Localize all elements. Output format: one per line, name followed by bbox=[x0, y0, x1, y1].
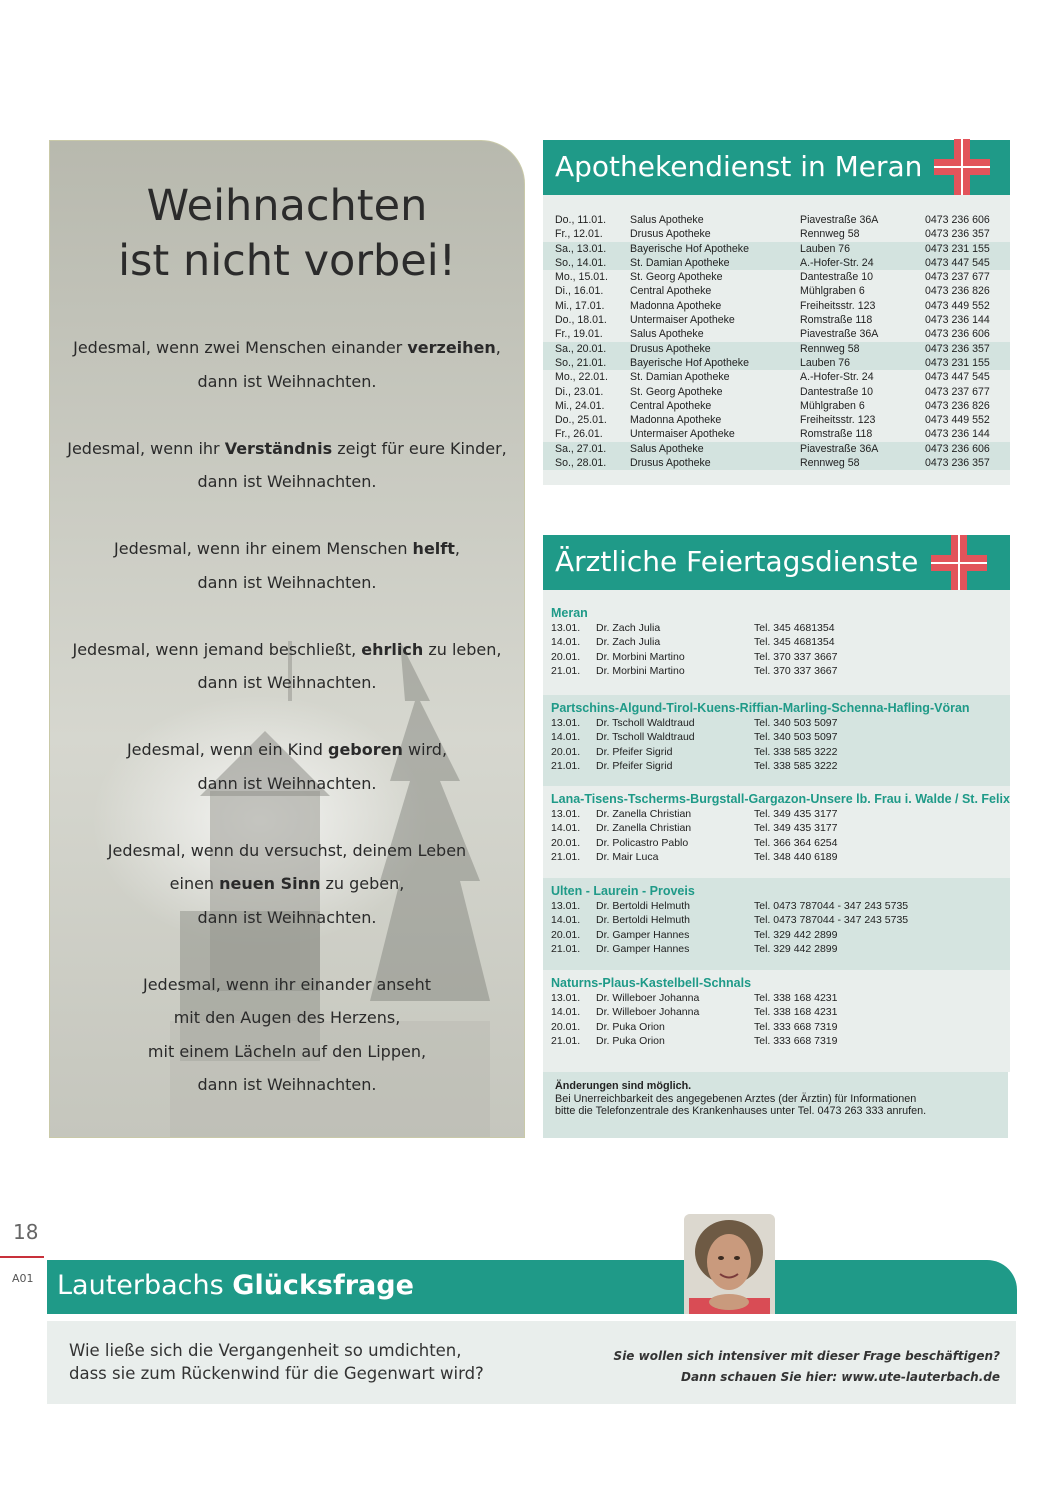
doctor-row bbox=[551, 928, 908, 942]
pharmacy-phone: 0473 236 826 bbox=[925, 399, 990, 412]
doctor-phone: Tel. 338 168 4231 bbox=[754, 1006, 838, 1019]
doctor-area-section bbox=[543, 695, 1010, 786]
doctor-date: 14.01. bbox=[551, 1006, 581, 1019]
doctor-area-section bbox=[543, 786, 1010, 878]
pharmacy-date: So., 21.01. bbox=[543, 356, 630, 370]
pharmacy-phone: 0473 236 357 bbox=[925, 228, 990, 241]
pharmacy-row bbox=[543, 313, 1010, 327]
pharmacy-phone: 0473 231 155 bbox=[925, 356, 1010, 370]
doctor-table bbox=[551, 716, 838, 773]
stanza-3 bbox=[50, 532, 524, 599]
doctor-phone: Tel. 345 4681354 bbox=[754, 636, 835, 649]
doctor-name: Dr. Zach Julia bbox=[596, 622, 661, 634]
poem-panel bbox=[49, 140, 525, 1138]
doctor-area-section bbox=[543, 590, 1010, 695]
pharmacy-name: St. Damian Apotheke bbox=[630, 371, 730, 384]
pharmacy-phone: 0473 447 545 bbox=[925, 256, 1010, 270]
stanza-line: Jedesmal, wenn du versuchst, deinem Leben bbox=[107, 840, 467, 860]
pharmacy-date: So., 14.01. bbox=[543, 256, 630, 270]
pharmacy-phone: 0473 236 606 bbox=[925, 328, 990, 341]
doctor-phone: Tel. 349 435 3177 bbox=[754, 808, 838, 820]
doctor-row bbox=[551, 759, 838, 773]
doctor-date: 14.01. bbox=[551, 636, 581, 649]
pharmacy-row bbox=[543, 399, 1010, 413]
pharmacy-name: Untermaiser Apotheke bbox=[630, 314, 735, 327]
doctor-name: Dr. Pfeifer Sigrid bbox=[596, 759, 673, 772]
medical-cross-icon bbox=[934, 139, 990, 195]
pharmacy-table bbox=[543, 213, 1010, 470]
pharmacy-address: Piavestraße 36A bbox=[800, 328, 879, 341]
doctors-header bbox=[543, 535, 1010, 590]
pharmacy-date: Fr., 26.01. bbox=[555, 428, 603, 441]
page-marker-line bbox=[0, 1256, 44, 1258]
doctor-date: 14.01. bbox=[551, 822, 581, 835]
doctor-row bbox=[551, 716, 838, 730]
doctor-date: 21.01. bbox=[551, 759, 581, 772]
gluecksfrage-body bbox=[47, 1321, 1016, 1404]
doctor-date: 14.01. bbox=[551, 731, 581, 744]
doctor-row bbox=[551, 664, 838, 678]
pharmacy-phone: 0473 236 144 bbox=[925, 314, 990, 327]
gluecksfrage-more-info: Sie wollen sich intensiver mit dieser Frage beschäftigen? Dann schauen Sie hier: www.ute-lauterbach.de bbox=[614, 1346, 1000, 1388]
stanza-line: einen neuen Sinn zu geben, bbox=[169, 874, 405, 893]
pharmacy-date: Sa., 27.01. bbox=[543, 442, 630, 456]
doctor-name: Dr. Pfeifer Sigrid bbox=[596, 745, 673, 758]
doctor-phone: Tel. 333 668 7319 bbox=[754, 1034, 838, 1047]
pharmacy-name: Madonna Apotheke bbox=[630, 299, 722, 312]
doctor-area-section bbox=[543, 970, 1010, 1072]
pharmacy-address: Rennweg 58 bbox=[800, 456, 925, 470]
doctor-name: Dr. Bertoldi Helmuth bbox=[596, 900, 690, 912]
pharmacy-row bbox=[543, 299, 1010, 313]
pharmacy-phone: 0473 236 357 bbox=[925, 456, 1010, 470]
doctors-note bbox=[543, 1072, 1008, 1138]
pharmacy-address: Lauben 76 bbox=[800, 356, 925, 370]
stanza-4 bbox=[50, 633, 524, 700]
pharmacy-phone: 0473 447 545 bbox=[925, 371, 990, 384]
pharmacy-name: Untermaiser Apotheke bbox=[630, 428, 735, 441]
stanza-line: Jedesmal, wenn ihr einander anseht bbox=[142, 974, 432, 994]
medical-cross-icon bbox=[931, 535, 987, 591]
doctor-row bbox=[551, 850, 838, 864]
stanza-line: Jedesmal, wenn ihr Verständnis zeigt für eure Kinder, bbox=[67, 438, 507, 458]
pharmacy-row bbox=[543, 342, 1010, 356]
stanza-1 bbox=[50, 331, 524, 398]
pharmacy-date: Do., 11.01. bbox=[555, 214, 607, 226]
stanza-line: Jedesmal, wenn ihr einem Menschen helft, bbox=[114, 539, 460, 558]
doctor-area-section bbox=[543, 878, 1010, 970]
doctor-name: Dr. Willeboer Johanna bbox=[596, 1006, 700, 1019]
pharmacy-name: Drusus Apotheke bbox=[630, 228, 711, 241]
doctor-name: Dr. Policastro Pablo bbox=[596, 836, 689, 849]
pharmacy-row bbox=[543, 442, 1010, 456]
doctor-name: Dr. Puka Orion bbox=[596, 1034, 665, 1047]
doctor-phone: Tel. 366 364 6254 bbox=[754, 836, 838, 849]
pharmacy-name: Madonna Apotheke bbox=[630, 414, 722, 427]
author-portrait-image bbox=[684, 1214, 775, 1314]
pharmacy-address: Dantestraße 10 bbox=[800, 271, 874, 284]
doctor-name: Dr. Tscholl Waldtraud bbox=[596, 717, 695, 729]
pharmacy-address: Rennweg 58 bbox=[800, 228, 860, 241]
poem-title bbox=[50, 179, 524, 289]
pharmacy-row bbox=[543, 284, 1010, 298]
doctor-phone: Tel. 0473 787044 - 347 243 5735 bbox=[754, 914, 909, 927]
stanza-line: dann ist Weihnachten. bbox=[197, 1075, 377, 1094]
doctor-phone: Tel. 345 4681354 bbox=[754, 622, 835, 634]
pharmacy-row bbox=[543, 242, 1010, 256]
doctor-date: 20.01. bbox=[551, 650, 581, 663]
doctor-date: 20.01. bbox=[551, 1020, 581, 1033]
pharmacy-address: Rennweg 58 bbox=[800, 342, 925, 356]
doctor-phone: Tel. 338 585 3222 bbox=[754, 759, 838, 772]
pharmacy-address: A.-Hofer-Str. 24 bbox=[800, 371, 874, 384]
doctor-date: 20.01. bbox=[551, 928, 581, 941]
pharmacy-date: Di., 16.01. bbox=[555, 285, 604, 298]
pharmacy-date: Do., 25.01. bbox=[555, 414, 607, 427]
doctor-date: 20.01. bbox=[551, 745, 581, 758]
doctor-date: 14.01. bbox=[551, 914, 581, 927]
pharmacy-row bbox=[543, 227, 1010, 241]
pharmacy-name: Bayerische Hof Apotheke bbox=[630, 356, 800, 370]
pharmacy-name: Salus Apotheke bbox=[630, 214, 704, 226]
pharmacy-name: St. Georg Apotheke bbox=[630, 385, 723, 398]
pharmacy-name: Bayerische Hof Apotheke bbox=[630, 242, 800, 256]
doctor-row bbox=[551, 821, 838, 835]
note-line: bitte die Telefonzentrale des Krankenhauses unter Tel. 0473 263 333 anrufen. bbox=[555, 1105, 927, 1117]
pharmacy-phone: 0473 236 606 bbox=[925, 214, 990, 226]
doctor-name: Dr. Zanella Christian bbox=[596, 822, 692, 835]
pharmacy-row bbox=[543, 370, 1010, 384]
pharmacy-address: Freiheitsstr. 123 bbox=[800, 414, 876, 427]
pharmacy-row bbox=[543, 456, 1010, 470]
doctor-name: Dr. Bertoldi Helmuth bbox=[596, 914, 690, 927]
note-title: Änderungen sind möglich. bbox=[555, 1080, 692, 1092]
pharmacy-phone: 0473 236 606 bbox=[925, 442, 1010, 456]
doctor-row bbox=[551, 745, 838, 759]
doctor-table bbox=[551, 807, 838, 864]
doctor-phone: Tel. 338 585 3222 bbox=[754, 745, 838, 758]
doctor-area-name: Meran bbox=[551, 606, 588, 620]
note-line: Bei Unerreichbarkeit des angegebenen Arztes (der Ärztin) für Informationen bbox=[555, 1092, 917, 1105]
pharmacy-row bbox=[543, 427, 1010, 441]
poem-title-line1: Weihnachten bbox=[146, 181, 428, 231]
pharmacy-name: Drusus Apotheke bbox=[630, 342, 800, 356]
doctor-name: Dr. Puka Orion bbox=[596, 1020, 665, 1033]
pharmacy-row bbox=[543, 385, 1010, 399]
doctor-date: 21.01. bbox=[551, 942, 581, 955]
doctor-table bbox=[551, 991, 838, 1048]
doctor-row bbox=[551, 635, 838, 649]
pharmacy-date: Mi., 17.01. bbox=[555, 299, 605, 312]
stanza-line: dann ist Weihnachten. bbox=[197, 907, 377, 927]
stanza-line: Jedesmal, wenn ein Kind geboren wird, bbox=[126, 740, 448, 759]
pharmacy-title: Apothekendienst in Meran bbox=[555, 150, 923, 183]
doctor-name: Dr. Morbini Martino bbox=[596, 664, 685, 677]
doctor-area-name: Ulten - Laurein - Proveis bbox=[551, 884, 695, 898]
pharmacy-row bbox=[543, 270, 1010, 284]
pharmacy-date: Fr., 12.01. bbox=[555, 228, 603, 241]
pharmacy-name: St. Georg Apotheke bbox=[630, 271, 723, 284]
pharmacy-row bbox=[543, 256, 1010, 270]
doctor-row bbox=[551, 913, 908, 927]
pharmacy-date: Mo., 22.01. bbox=[555, 371, 608, 384]
doctor-phone: Tel. 329 442 2899 bbox=[754, 942, 838, 955]
doctor-row bbox=[551, 899, 908, 913]
website-link[interactable]: Dann schauen Sie hier: www.ute-lauterbach.de bbox=[680, 1370, 1000, 1384]
stanza-6 bbox=[50, 834, 524, 935]
doctor-row bbox=[551, 1034, 838, 1048]
stanza-2 bbox=[50, 432, 524, 499]
doctor-name: Dr. Morbini Martino bbox=[596, 650, 685, 663]
doctor-table bbox=[551, 899, 908, 956]
portrait-drawing bbox=[684, 1214, 775, 1314]
pharmacy-address: Freiheitsstr. 123 bbox=[800, 299, 876, 312]
pharmacy-phone: 0473 236 144 bbox=[925, 428, 990, 441]
pharmacy-name: Drusus Apotheke bbox=[630, 456, 800, 470]
doctor-date: 13.01. bbox=[551, 717, 581, 729]
pharmacy-phone: 0473 231 155 bbox=[925, 242, 1010, 256]
doctor-row bbox=[551, 991, 838, 1005]
pharmacy-name: Salus Apotheke bbox=[630, 328, 704, 341]
doctor-phone: Tel. 340 503 5097 bbox=[754, 731, 838, 744]
page-code: A01 bbox=[12, 1272, 34, 1285]
pharmacy-name: Salus Apotheke bbox=[630, 442, 800, 456]
pharmacy-date: Sa., 13.01. bbox=[543, 242, 630, 256]
pharmacy-address: Piavestraße 36A bbox=[800, 442, 925, 456]
doctor-name: Dr. Zach Julia bbox=[596, 636, 661, 649]
doctor-phone: Tel. 370 337 3667 bbox=[754, 664, 838, 677]
doctor-row bbox=[551, 650, 838, 664]
doctor-date: 21.01. bbox=[551, 1034, 581, 1047]
doctor-row bbox=[551, 1020, 838, 1034]
pharmacy-name: Central Apotheke bbox=[630, 399, 712, 412]
doctor-area-name: Naturns-Plaus-Kastelbell-Schnals bbox=[551, 976, 752, 990]
doctor-row bbox=[551, 836, 838, 850]
doctor-name: Dr. Gamper Hannes bbox=[596, 928, 690, 941]
pharmacy-name: Central Apotheke bbox=[630, 285, 712, 298]
pharmacy-date: Do., 18.01. bbox=[555, 314, 607, 327]
pharmacy-address: Romstraße 118 bbox=[800, 314, 873, 327]
stanza-line: mit einem Lächeln auf den Lippen, bbox=[147, 1041, 427, 1061]
pharmacy-phone: 0473 237 677 bbox=[925, 385, 990, 398]
gluecksfrage-title: Lauterbachs Glücksfrage bbox=[57, 1270, 414, 1301]
doctor-phone: Tel. 349 435 3177 bbox=[754, 822, 838, 835]
pharmacy-address: Piavestraße 36A bbox=[800, 214, 879, 226]
doctor-row bbox=[551, 730, 838, 744]
pharmacy-phone: 0473 449 552 bbox=[925, 414, 990, 427]
doctor-row bbox=[551, 1005, 838, 1019]
stanza-line: dann ist Weihnachten. bbox=[197, 572, 377, 592]
doctor-date: 13.01. bbox=[551, 992, 581, 1004]
pharmacy-date: Di., 23.01. bbox=[555, 385, 604, 398]
doctor-date: 13.01. bbox=[551, 900, 581, 912]
pharmacy-address: Lauben 76 bbox=[800, 242, 925, 256]
doctor-area-name: Partschins-Algund-Tirol-Kuens-Riffian-Marling-Schenna-Hafling-Vöran bbox=[551, 701, 970, 715]
doctors-title: Ärztliche Feiertagsdienste bbox=[555, 545, 919, 578]
doctor-date: 21.01. bbox=[551, 850, 581, 863]
doctor-row bbox=[551, 807, 838, 821]
pharmacy-address: Mühlgraben 6 bbox=[800, 285, 865, 298]
pharmacy-header bbox=[543, 140, 1010, 195]
stanza-5 bbox=[50, 733, 524, 800]
doctor-phone: Tel. 333 668 7319 bbox=[754, 1020, 838, 1033]
poem-stanzas bbox=[50, 331, 524, 1135]
doctor-date: 13.01. bbox=[551, 808, 581, 820]
pharmacy-date: Mi., 24.01. bbox=[555, 399, 605, 412]
stanza-7 bbox=[50, 968, 524, 1102]
pharmacy-date: Fr., 19.01. bbox=[555, 328, 603, 341]
gluecksfrage-header bbox=[47, 1260, 1017, 1314]
pharmacy-date: So., 28.01. bbox=[543, 456, 630, 470]
stanza-line: dann ist Weihnachten. bbox=[197, 673, 377, 692]
gluecksfrage-question: Wie ließe sich die Vergangenheit so umdichten, dass sie zum Rückenwind für die Gegenwart wird? bbox=[69, 1341, 484, 1383]
doctor-date: 13.01. bbox=[551, 622, 581, 634]
stanza-line: Jedesmal, wenn jemand beschließt, ehrlich zu leben, bbox=[72, 639, 502, 659]
pharmacy-address: Mühlgraben 6 bbox=[800, 399, 865, 412]
poem-title-line2: ist nicht vorbei! bbox=[118, 236, 456, 286]
stanza-line: mit den Augen des Herzens, bbox=[173, 1008, 401, 1027]
doctor-name: Dr. Tscholl Waldtraud bbox=[596, 731, 695, 744]
pharmacy-date: Mo., 15.01. bbox=[555, 271, 608, 284]
stanza-line: dann ist Weihnachten. bbox=[197, 773, 377, 793]
doctor-name: Dr. Mair Luca bbox=[596, 850, 659, 863]
doctor-phone: Tel. 329 442 2899 bbox=[754, 928, 838, 941]
page-number: 18 bbox=[13, 1220, 39, 1244]
doctor-table bbox=[551, 621, 838, 678]
pharmacy-address: Dantestraße 10 bbox=[800, 385, 874, 398]
pharmacy-row bbox=[543, 327, 1010, 341]
pharmacy-row bbox=[543, 213, 1010, 227]
doctor-area-name: Lana-Tisens-Tscherms-Burgstall-Gargazon-Unsere lb. Frau i. Walde / St. Felix bbox=[551, 792, 1010, 806]
doctor-row bbox=[551, 942, 908, 956]
pharmacy-phone: 0473 449 552 bbox=[925, 299, 990, 312]
pharmacy-date: Sa., 20.01. bbox=[543, 342, 630, 356]
doctor-name: Dr. Gamper Hannes bbox=[596, 942, 690, 955]
pharmacy-address: Romstraße 118 bbox=[800, 428, 873, 441]
pharmacy-address: A.-Hofer-Str. 24 bbox=[800, 256, 925, 270]
doctor-date: 20.01. bbox=[551, 836, 581, 849]
doctor-phone: Tel. 340 503 5097 bbox=[754, 717, 838, 729]
doctor-phone: Tel. 348 440 6189 bbox=[754, 850, 838, 863]
pharmacy-row bbox=[543, 413, 1010, 427]
pharmacy-phone: 0473 237 677 bbox=[925, 271, 990, 284]
pharmacy-phone: 0473 236 357 bbox=[925, 342, 1010, 356]
doctor-phone: Tel. 370 337 3667 bbox=[754, 650, 838, 663]
pharmacy-row bbox=[543, 356, 1010, 370]
pharmacy-phone: 0473 236 826 bbox=[925, 285, 990, 298]
doctor-phone: Tel. 338 168 4231 bbox=[754, 992, 838, 1004]
stanza-line: dann ist Weihnachten. bbox=[197, 371, 377, 391]
stanza-line: Jedesmal, wenn zwei Menschen einander verzeihen, bbox=[73, 338, 501, 357]
stanza-line: dann ist Weihnachten. bbox=[197, 472, 377, 491]
doctor-name: Dr. Willeboer Johanna bbox=[596, 992, 700, 1004]
doctor-date: 21.01. bbox=[551, 664, 581, 677]
doctor-name: Dr. Zanella Christian bbox=[596, 808, 692, 820]
doctor-row bbox=[551, 621, 838, 635]
pharmacy-name: St. Damian Apotheke bbox=[630, 256, 800, 270]
doctor-phone: Tel. 0473 787044 - 347 243 5735 bbox=[754, 900, 909, 912]
